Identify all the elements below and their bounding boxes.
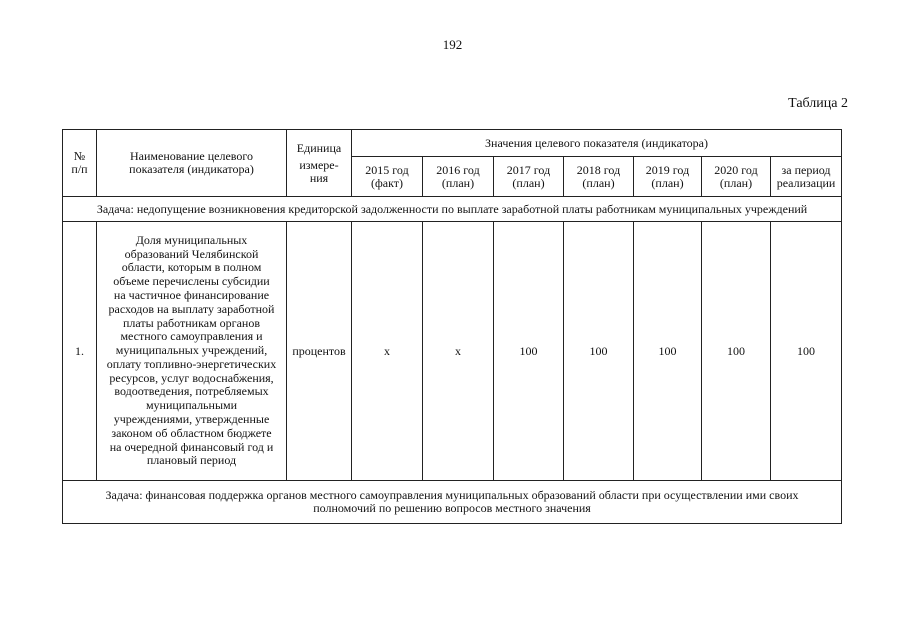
task-row xyxy=(63,481,842,524)
header-unit-line1: Единица xyxy=(296,140,342,155)
header-year-kind: (план) xyxy=(651,175,684,190)
header-num-line2: п/п xyxy=(71,162,88,176)
indicator-name-line: ресурсов, услуг водоснабжения, xyxy=(109,370,274,385)
header-year: 2018 год xyxy=(576,162,621,177)
task-row xyxy=(63,197,842,222)
indicator-name-line: на очередной финансовый год и xyxy=(109,439,274,454)
header-year-kind: (план) xyxy=(582,175,615,190)
header-year-kind: реализации xyxy=(776,175,836,190)
indicator-name-line: муниципальными xyxy=(145,398,238,413)
header-unit-line2: измере- xyxy=(299,157,339,172)
indicator-name-line: Доля муниципальных xyxy=(135,232,248,247)
indicator-name-line: объеме перечислены субсидии xyxy=(113,274,270,289)
indicator-name-line: плановый период xyxy=(146,453,237,468)
header-year: 2020 год xyxy=(714,162,758,177)
indicator-name-line: оплату топливно-энергетических xyxy=(106,356,277,371)
value-2017: 100 xyxy=(494,222,564,481)
header-year-cell xyxy=(423,157,494,197)
header-num-line1: № xyxy=(73,149,86,163)
row-number: 1. xyxy=(63,222,97,481)
task-1-text: Задача: недопущение возникновения кредиторской задолженности по выплате заработной платы работникам муниципальных учреждений xyxy=(63,197,842,222)
header-name-line2: показателя (индикатора) xyxy=(129,162,254,176)
indicator-name-line: на частичное финансирование xyxy=(113,287,270,302)
header-period-cell xyxy=(771,157,842,197)
header-values-title: Значения целевого показателя (индикатора) xyxy=(352,130,842,157)
header-year-kind: (факт) xyxy=(370,175,403,190)
unit-value: процентов xyxy=(287,222,352,481)
header-year: 2015 год xyxy=(365,162,409,177)
header-year-cell xyxy=(352,157,423,197)
indicator-name-line: местного самоуправления и xyxy=(120,329,263,344)
indicator-name-line: водоотведения, потребляемых xyxy=(114,384,269,399)
header-row-main xyxy=(63,130,842,157)
header-year-cell xyxy=(564,157,634,197)
header-name-cell xyxy=(97,130,287,197)
header-year-kind: (план) xyxy=(441,175,475,190)
header-unit-line3: ния xyxy=(309,170,329,185)
header-name-line1: Наименование целевого xyxy=(129,149,254,163)
value-2016: x xyxy=(423,222,494,481)
header-year: за период xyxy=(781,162,831,177)
indicator-name-line: платы работникам органов xyxy=(123,315,260,330)
header-year: 2019 год xyxy=(645,162,690,177)
indicator-name-line: образований Челябинской xyxy=(124,246,259,261)
value-2018: 100 xyxy=(564,222,634,481)
table-label: Таблица 2 xyxy=(788,96,848,111)
indicators-table xyxy=(62,129,842,524)
indicator-name xyxy=(97,222,287,481)
header-num-cell xyxy=(63,130,97,197)
task-2-line1: Задача: финансовая поддержка органов местного самоуправления муниципальных образований области при осуществлении ими своих xyxy=(105,488,799,502)
task-2-line2: полномочий по решению вопросов местного значения xyxy=(313,501,591,515)
header-year: 2017 год xyxy=(506,162,551,177)
header-year-cell xyxy=(494,157,564,197)
indicator-name-line: расходов на выплату заработной xyxy=(108,301,275,316)
value-2015: x xyxy=(352,222,423,481)
table-row xyxy=(63,222,842,481)
task-2-text xyxy=(63,481,842,524)
page-number: 192 xyxy=(442,37,463,52)
header-year-kind: (план) xyxy=(512,175,545,190)
header-year-kind: (план) xyxy=(719,175,753,190)
indicator-name-line: области, которым в полном xyxy=(121,260,262,275)
indicator-name-line: законом об областном бюджете xyxy=(111,425,272,440)
header-year-cell xyxy=(702,157,771,197)
value-2019: 100 xyxy=(634,222,702,481)
header-year-cell xyxy=(634,157,702,197)
indicator-name-line: муниципальных учреждений, xyxy=(115,343,268,358)
header-year: 2016 год xyxy=(436,162,480,177)
value-2020: 100 xyxy=(702,222,771,481)
indicator-name-line: учреждениями, утвержденные xyxy=(113,412,270,427)
value-period: 100 xyxy=(771,222,842,481)
header-unit-cell xyxy=(287,130,352,197)
